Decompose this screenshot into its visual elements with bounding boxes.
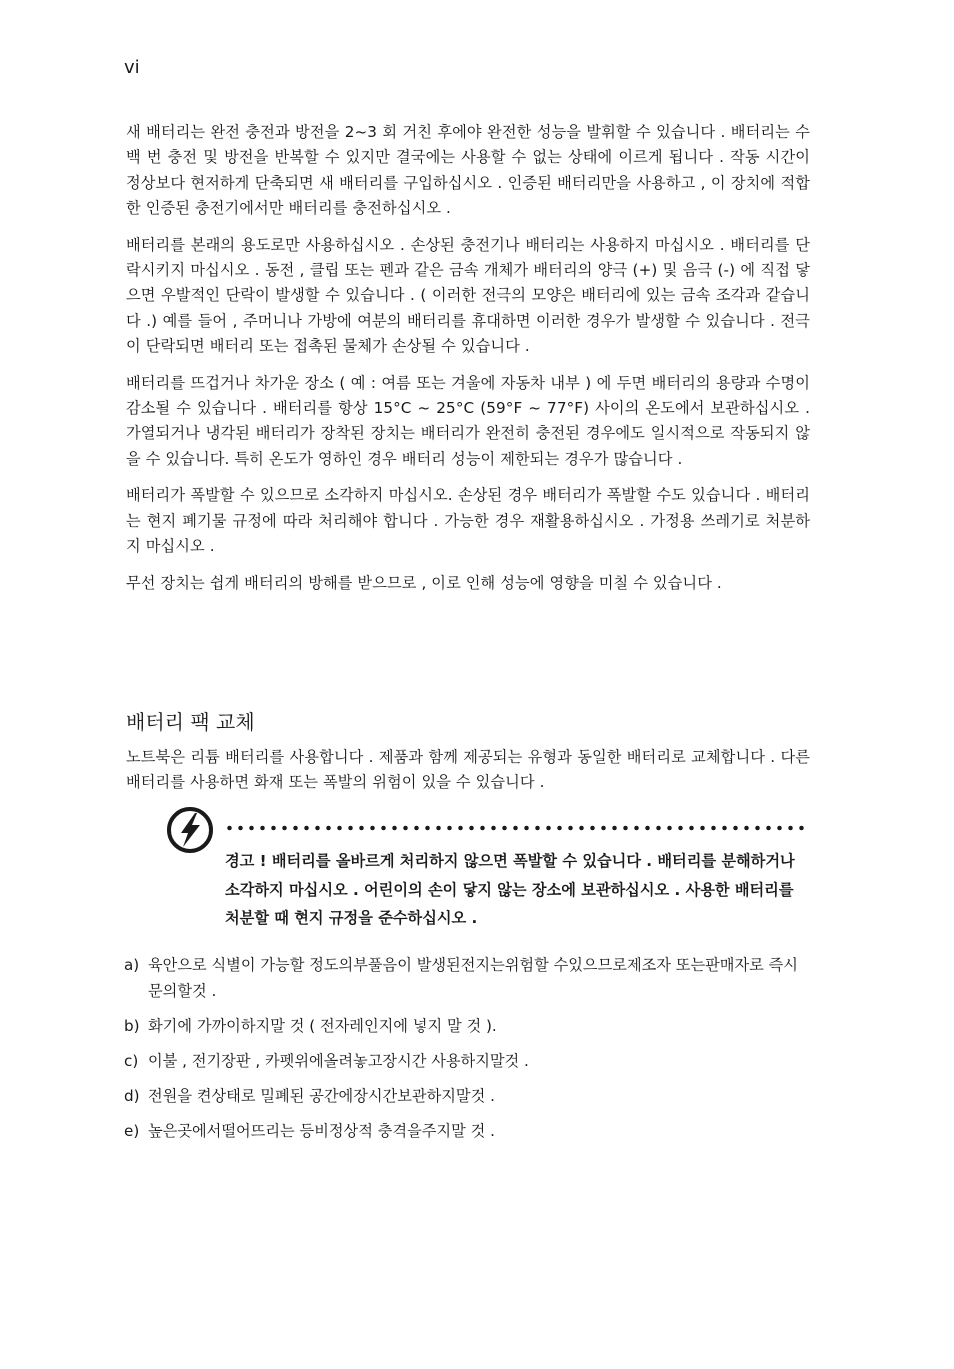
list-item — [124, 1118, 814, 1144]
list-item — [124, 1013, 814, 1039]
list-item-label: a) — [124, 956, 140, 974]
paragraph-disposal: 배터리가 폭발할 수 있으므로 소각하지 마십시오. 손상된 경우 배터리가 폭발할 수도 있습니다 . 배터리는 현지 폐기물 규정에 따라 처리해야 합니다 . 가능한 경우 재활용하십시오 . 가정용 쓰레기로 처분하지 마십시오 . — [126, 486, 810, 556]
warning-box — [166, 803, 812, 935]
list-item — [124, 952, 814, 1004]
warning-text: 경고 ! 배터리를 올바르게 처리하지 않으면 폭발할 수 있습니다 . 배터리를 분해하거나 소각하지 마십시오 . 어린이의 손이 닿지 않는 장소에 보관하십시오 . 사용한 배터리를 처분할 때 현지 규정을 준수하십시오 . — [225, 852, 795, 927]
list-item-text: 이불 , 전기장판 , 카펫위에올려놓고장시간 사용하지말것 . — [148, 1052, 529, 1070]
paragraph-battery-performance: 새 배터리는 완전 충전과 방전을 2~3 회 거친 후에야 완전한 성능을 발휘할 수 있습니다 . 배터리는 수백 번 충전 및 방전을 반복할 수 있지만 결국에는 사용할 수 없는 상태에 이르게 됩니다 . 작동 시간이 정상보다 현저하게 단축되면 새 배터리를 구입하십시오 . 인증된 배터리만을 사용하고 , 이 장치에 적합한 인증된 충전기에서만 배터리를 충전하십시오 . — [126, 123, 810, 218]
list-item — [124, 1083, 814, 1109]
warning-dotted-rule — [224, 825, 810, 831]
warning-lightning-icon — [166, 806, 214, 854]
list-item — [124, 1048, 814, 1074]
list-item-label: b) — [124, 1017, 140, 1035]
list-item-text: 전원을 켠상태로 밀폐된 공간에장시간보관하지말것 . — [148, 1087, 495, 1105]
list-item-label: c) — [124, 1052, 139, 1070]
battery-info-text — [126, 120, 810, 607]
page-number: vi — [124, 57, 140, 78]
list-item-label: d) — [124, 1087, 140, 1105]
battery-replacement-text — [126, 745, 810, 807]
paragraph-short-circuit: 배터리를 본래의 용도로만 사용하십시오 . 손상된 충전기나 배터리는 사용하지 마십시오 . 배터리를 단락시키지 마십시오 . 동전 , 클립 또는 펜과 같은 금속 개체가 배터리의 양극 (+) 및 음극 (-) 에 직접 닿으면 우발적인 단락이 발생할 수 있습니다 . ( 이러한 전극의 모양은 배터리에 있는 금속 조각과 같습니다 .) 예를 들어 , 주머니나 가방에 여분의 배터리를 휴대하면 이러한 경우가 발생할 수 있습니다 . 전극이 단락되면 배터리 또는 접촉된 물체가 손상될 수 있습니다 . — [126, 235, 810, 356]
list-item-label: e) — [124, 1122, 140, 1140]
list-item-text: 육안으로 식별이 가능할 정도의부풀음이 발생된전지는위험할 수있으므로제조자 또는판매자로 즉시 문의할것 . — [148, 956, 798, 1000]
list-item-text: 화기에 가까이하지말 것 ( 전자레인지에 넣지 말 것 ). — [148, 1017, 497, 1035]
paragraph-replacement: 노트북은 리튬 배터리를 사용합니다 . 제품과 함께 제공되는 유형과 동일한 배터리로 교체합니다 . 다른 배터리를 사용하면 화재 또는 폭발의 위험이 있을 수 있습니다 . — [126, 748, 810, 792]
section-heading: 배터리 팩 교체 — [126, 710, 255, 734]
safety-list — [124, 952, 814, 1153]
list-item-text: 높은곳에서떨어뜨리는 등비정상적 충격을주지말 것 . — [148, 1122, 495, 1140]
paragraph-interference: 무선 장치는 쉽게 배터리의 방해를 받으므로 , 이로 인해 성능에 영향을 미칠 수 있습니다 . — [126, 573, 722, 592]
paragraph-temperature: 배터리를 뜨겁거나 차가운 장소 ( 예 : 여름 또는 겨울에 자동차 내부 ) 에 두면 배터리의 용량과 수명이 감소될 수 있습니다 . 배터리를 항상 15°C ~ 25°C (59°F ~ 77°F) 사이의 온도에서 보관하십시오 . 가열되거나 냉각된 배터리가 장착된 장치는 배터리가 완전히 충전된 경우에도 일시적으로 작동되지 않을 수 있습니다. 특히 온도가 영하인 경우 배터리 성능이 제한되는 경우가 많습니다 . — [126, 373, 810, 468]
